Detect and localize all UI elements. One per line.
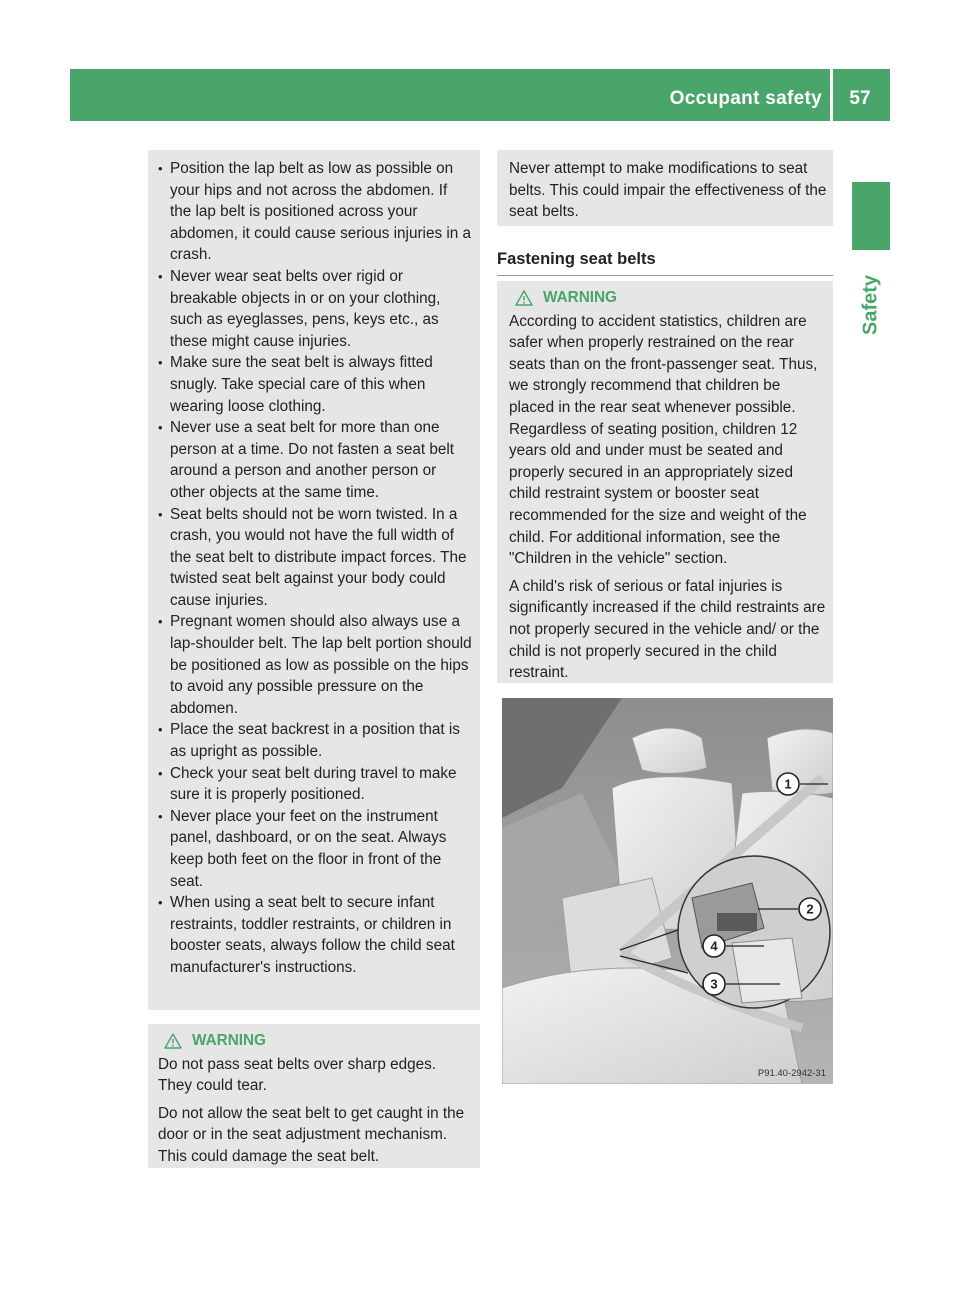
bullet-item: • Position the lap belt as low as possible on your hips and not across the abdomen. If the lap belt is positioned across your abdomen, it could cause serious injuries in a crash. [158,158,472,266]
bullet-item: • Check your seat belt during travel to make sure it is properly positioned. [158,763,472,806]
bullet-item: • Never use a seat belt for more than one person at a time. Do not fasten a seat belt around a person and another person or other objects at the same time. [158,417,472,503]
warning-paragraph: According to accident statistics, children are safer when properly restrained on the rear seats than on the front-passenger seat. Thus, we strongly recommend that children be placed in the rear seat whenever possible. Regardless of seating position, children 12 years old and under must be seated and properly secured in an appropriately sized child restraint system or booster seat recommended for the size and weight of the child. For additional information, see the "Children in the vehicle" section. [509,312,818,568]
warning-paragraph: Do not pass seat belts over sharp edges. They could tear. [158,1055,437,1095]
warning-triangle-icon [515,290,533,306]
callout-2-label: 2 [806,901,814,917]
warning-box-children [497,281,833,683]
warning-paragraph: A child's risk of serious or fatal injuries is significantly increased if the child restraints are not properly secured in the vehicle and/ or the child is not properly secured in the child restraint. [509,577,826,682]
bullet-item: • Never wear seat belts over rigid or breakable objects in or on your clothing, such as eyeglasses, pens, keys etc., as these might cause injuries. [158,266,472,352]
warning-label: WARNING [543,289,617,306]
bullet-item: • Place the seat backrest in a position that is as upright as possible. [158,719,472,762]
warning-heading [509,287,827,309]
bullet-item: • Pregnant women should also always use a lap-shoulder belt. The lap belt portion should be positioned as low as possible on the hips to avoid any possible pressure on the abdomen. [158,611,472,719]
callout-3-label: 3 [710,976,718,992]
page-section-title: Occupant safety [669,88,822,109]
bullet-item: • When using a seat belt to secure infant restraints, toddler restraints, or children in booster seats, always follow the child seat manufacturer's instructions. [158,892,472,978]
bullet-item: • Seat belts should not be worn twisted. In a crash, you would not have the full width of the seat belt to distribute impact forces. The twisted seat belt against your body could cause injuries. [158,504,472,612]
warning-box-sharp-edges [148,1024,480,1168]
figure-caption: P91.40-2942-31 [757,1068,826,1079]
page-number: 57 [849,88,871,109]
safety-bullets-box [148,150,480,1010]
callout-1-label: 1 [784,776,792,792]
modification-note-box [497,150,833,226]
safety-bullet-list [158,158,472,979]
section-heading: Fastening seat belts [497,250,833,276]
warning-paragraph: Do not allow the seat belt to get caught in the door or in the seat adjustment mechanism. This could damage the seat belt. [158,1104,465,1165]
callout-4-label: 4 [710,938,718,954]
warning-heading [158,1030,472,1052]
bullet-item: • Make sure the seat belt is always fitted snugly. Take special care of this when wearing loose clothing. [158,352,472,417]
warning-label: WARNING [192,1032,266,1049]
side-tab-marker [852,182,890,250]
warning-triangle-icon [164,1033,182,1049]
seat-belt-illustration [502,698,833,1084]
bullet-item: • Never place your feet on the instrument panel, dashboard, or on the seat. Always keep both feet on the floor in front of the seat. [158,806,472,892]
modification-note: Never attempt to make modifications to seat belts. This could impair the effectiveness of the seat belts. [509,160,827,221]
side-tab-label: Safety [859,274,882,336]
header-divider [830,69,833,121]
